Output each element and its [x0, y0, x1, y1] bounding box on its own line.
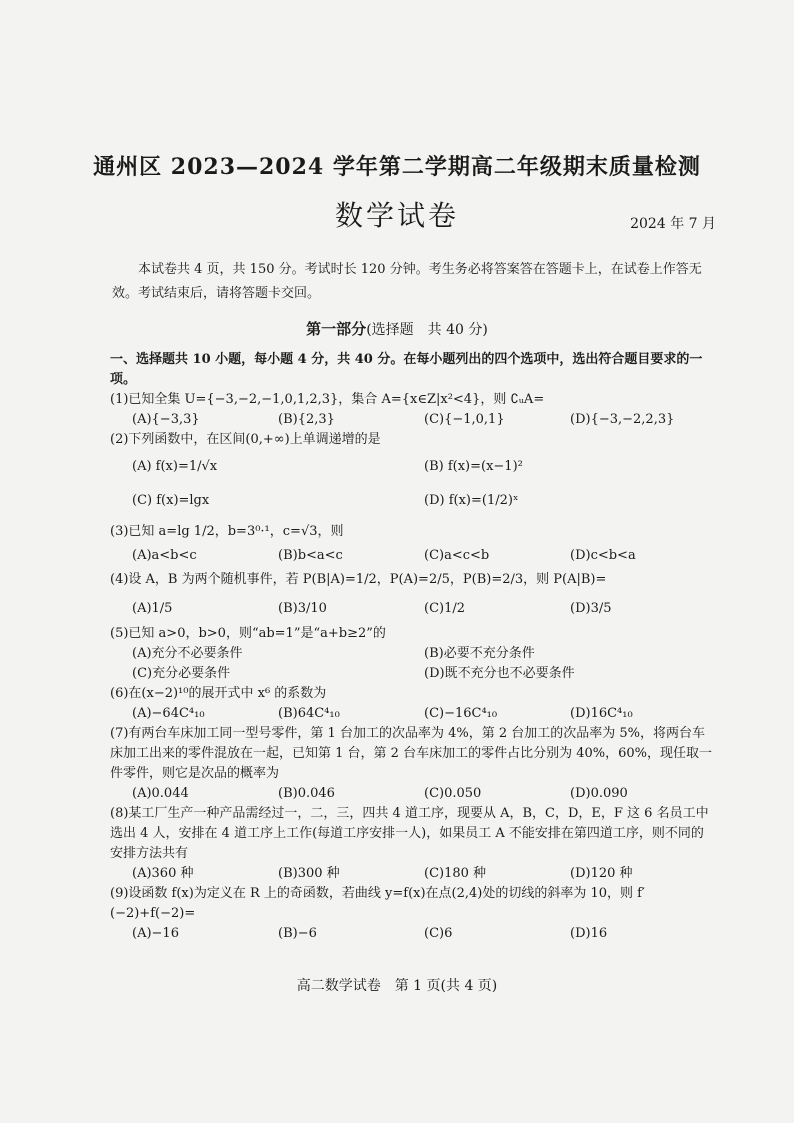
option-b: (B)−6 [278, 926, 317, 941]
option-b: (B) f(x)=(x−1)² [424, 459, 523, 474]
question-stem: (3)已知 a=lg 1/2，b=3⁰·¹，c=√3，则 [110, 524, 344, 539]
option-b: (B)b<a<c [278, 548, 343, 563]
question-2 [110, 430, 716, 518]
option-c: (C)a<c<b [424, 548, 490, 563]
option-c: (C)180 种 [424, 866, 487, 881]
question-stem: (2)下列函数中，在区间(0,+∞)上单调递增的是 [110, 432, 381, 447]
option-c: (C)−16C⁴₁₀ [424, 706, 498, 721]
option-a: (A){−3,3} [132, 412, 200, 427]
option-d: (D)0.090 [570, 786, 628, 801]
option-a: (A)充分不必要条件 [132, 646, 243, 661]
question-5 [110, 624, 716, 684]
option-c: (C)6 [424, 926, 453, 941]
question-9 [110, 884, 716, 944]
exam-subject: 数学试卷 [334, 199, 459, 232]
part-heading [0, 318, 794, 339]
option-d: (D)c<b<a [570, 548, 636, 563]
option-a: (A)−64C⁴₁₀ [132, 706, 205, 721]
question-stem: (9)设函数 f(x)为定义在 R 上的奇函数，若曲线 y=f(x)在点(2,4)处的切线的斜率为 10，则 f′(−2)+f(−2)= [110, 886, 645, 921]
option-row [110, 546, 716, 566]
option-b: (B){2,3} [278, 412, 335, 427]
question-stem: (8)某工厂生产一种产品需经过一，二，三，四共 4 道工序，现要从 A，B，C，D，E，F 这 6 名员工中选出 4 人，安排在 4 道工序上工作(每道工序安排一人)，如果员工 A 不能安排在第四道工序，则不同的安排方法共有 [110, 806, 709, 861]
question-stem: (7)有两台车床加工同一型号零件，第 1 台加工的次品率为 4%，第 2 台加工的次品率为 5%，将两台车床加工出来的零件混放在一起，已知第 1 台，第 2 台车床加工的零件占比分别为 40%，60%，现任取一件零件，则它是次品的概率为 [110, 726, 712, 781]
option-row [110, 450, 716, 484]
option-row [110, 864, 716, 884]
option-row [110, 594, 716, 624]
option-b: (B)300 种 [278, 866, 340, 881]
option-d: (D) f(x)=(1/2)ˣ [424, 493, 519, 508]
option-b: (B)3/10 [278, 601, 327, 616]
question-7 [110, 724, 716, 804]
option-c: (C) f(x)=lgx [132, 493, 210, 508]
part-title: 第一部分 [306, 320, 367, 338]
question-1 [110, 390, 716, 430]
option-c: (C)1/2 [424, 601, 466, 616]
section-heading: 一、选择题共 10 小题，每小题 4 分，共 40 分。在每小题列出的四个选项中，选出符合题目要求的一项。 [110, 352, 703, 387]
option-a: (A)360 种 [132, 866, 194, 881]
instructions-text: 本试卷共 4 页，共 150 分。考试时长 120 分钟。考生务必将答案答在答题卡上，在试卷上作答无效。考试结束后，请将答题卡交回。 [112, 262, 702, 301]
page-footer: 高二数学试卷 第 1 页(共 4 页) [296, 978, 498, 994]
option-c: (C){−1,0,1} [424, 412, 505, 427]
question-stem: (1)已知全集 U={−3,−2,−1,0,1,2,3}，集合 A={x∈Z|x²<4}，则 ∁ᵤA= [110, 392, 545, 407]
option-row [110, 410, 716, 430]
option-row [110, 644, 716, 664]
question-stem: (4)设 A，B 为两个随机事件，若 P(B|A)=1/2，P(A)=2/5，P(B)=2/3，则 P(A|B)= [110, 572, 607, 587]
option-b: (B)64C⁴₁₀ [278, 706, 340, 721]
option-row [110, 924, 716, 944]
option-row [110, 484, 716, 518]
exam-instructions [112, 258, 714, 306]
exam-date: 2024 年 7 月 [630, 216, 716, 232]
option-a: (A)a<b<c [132, 548, 197, 563]
option-row [110, 784, 716, 804]
option-d: (D)16C⁴₁₀ [570, 706, 633, 721]
option-row [110, 704, 716, 724]
option-a: (A) f(x)=1/√x [132, 459, 218, 474]
option-b: (B)0.046 [278, 786, 335, 801]
question-6 [110, 684, 716, 724]
option-row [110, 664, 716, 684]
option-a: (A)1/5 [132, 601, 173, 616]
option-d: (D)既不充分也不必要条件 [424, 666, 575, 681]
option-c: (C)0.050 [424, 786, 482, 801]
question-list [110, 350, 716, 944]
option-b: (B)必要不充分条件 [424, 646, 535, 661]
question-3 [110, 518, 716, 566]
option-d: (D){−3,−2,2,3} [570, 412, 675, 427]
question-stem: (6)在(x−2)¹⁰的展开式中 x⁶ 的系数为 [110, 686, 327, 701]
option-c: (C)充分必要条件 [132, 666, 231, 681]
part-subtitle: (选择题 共 40 分) [366, 322, 488, 338]
question-stem: (5)已知 a>0，b>0，则“ab=1”是“a+b≥2”的 [110, 626, 386, 641]
option-a: (A)−16 [132, 926, 179, 941]
option-d: (D)3/5 [570, 601, 612, 616]
exam-title: 通州区 2023—2024 学年第二学期高二年级期末质量检测 [93, 154, 701, 180]
option-d: (D)120 种 [570, 866, 633, 881]
question-8 [110, 804, 716, 884]
question-4 [110, 566, 716, 624]
option-d: (D)16 [570, 926, 608, 941]
option-a: (A)0.044 [132, 786, 189, 801]
